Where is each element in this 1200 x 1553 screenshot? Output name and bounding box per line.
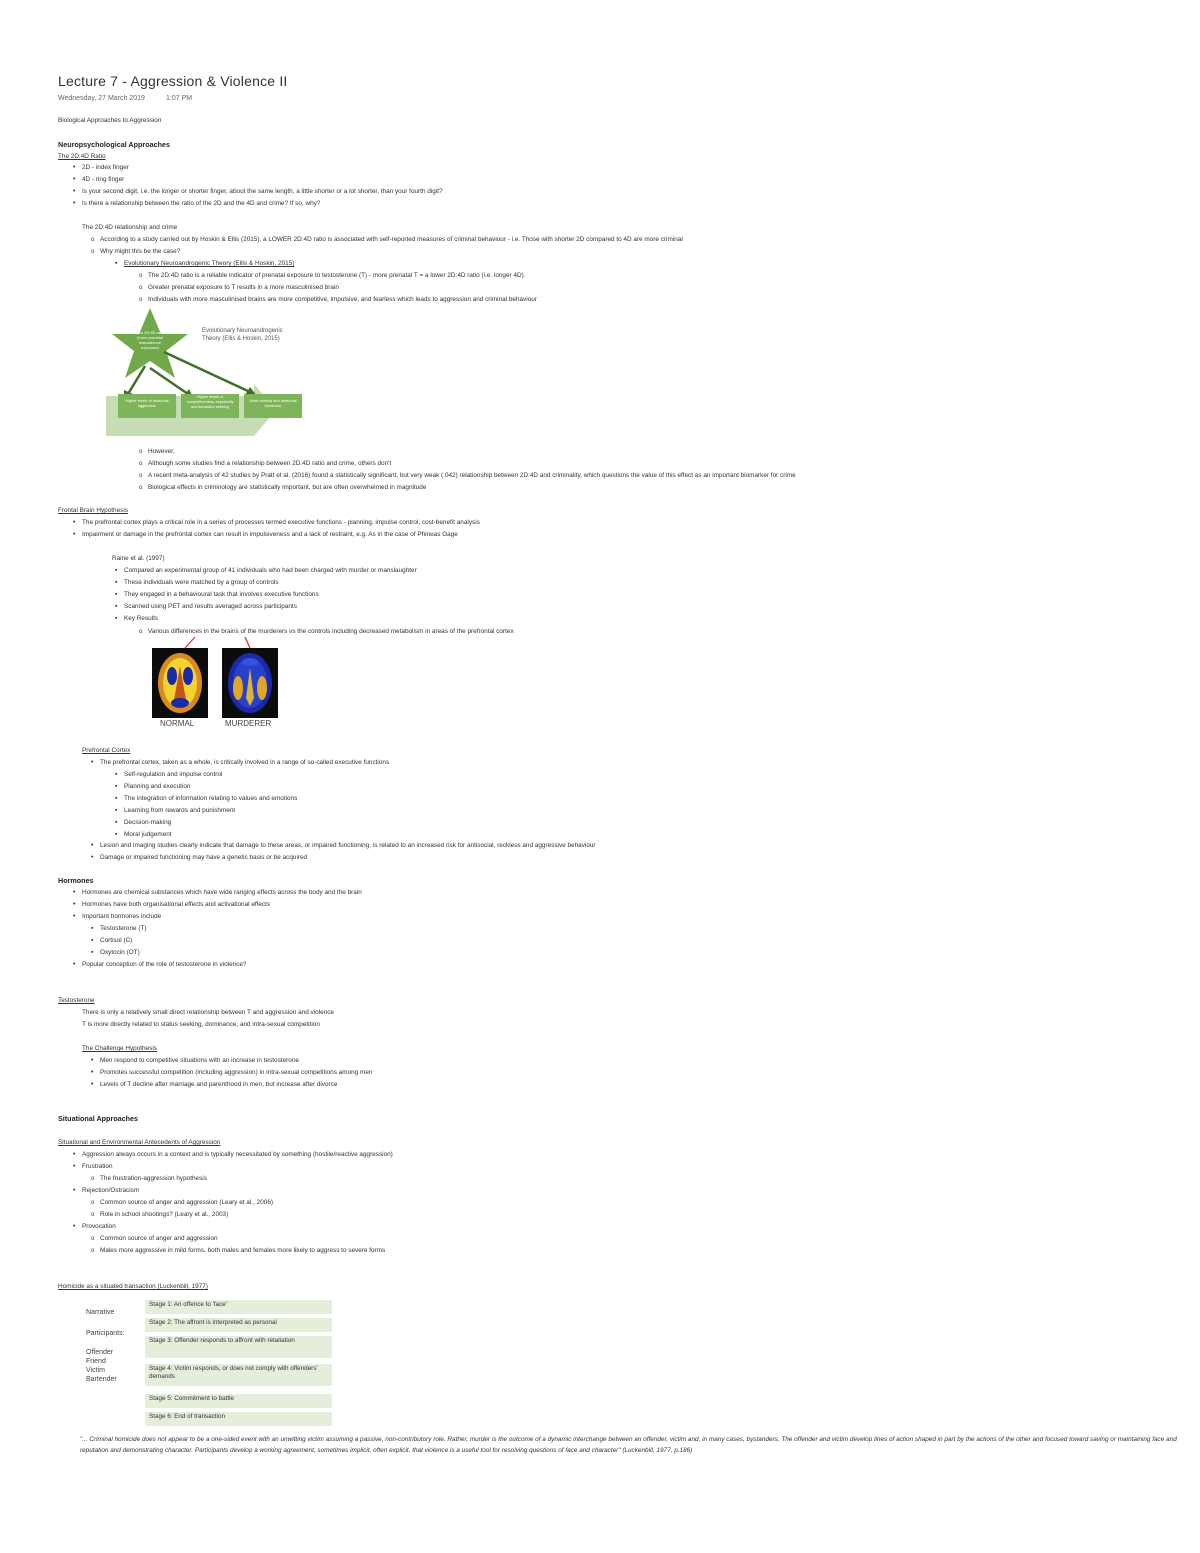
testosterone-heading: Testosterone: [58, 997, 95, 1004]
list-item: o Although some studies find a relationship between 2D:4D ratio and crime, others don't: [148, 458, 796, 470]
biological-heading: Biological Approaches to Aggression: [58, 117, 162, 124]
list-item: • Is there a relationship between the ratio of the 2D and the 4D and crime? If so, why?: [82, 198, 443, 210]
list-item: • Hormones are chemical substances which have wide ranging effects across the body and the brain: [82, 887, 362, 899]
list-item: • Levels of T decline after marriage and parenthood in men, but increase after divorce: [100, 1079, 372, 1091]
list-item: • Provocation: [82, 1221, 116, 1233]
list-item: • Men respond to competitive situations with an increase in testosterone: [100, 1055, 372, 1067]
homicide-label: Friend: [86, 1358, 106, 1365]
provocation-item: [82, 1221, 116, 1233]
frustration-sub: [100, 1173, 207, 1185]
brain-scan-murderer: [222, 648, 278, 718]
list-item: o Common source of anger and aggression: [100, 1233, 385, 1245]
testosterone-line: There is only a relatively small direct relationship between T and aggression and violence: [82, 1009, 334, 1016]
list-item: • Lesion and imaging studies clearly indicate that damage to these areas, or impaired functioning, is related to an increased risk for antisocial, reckless and aggressive behaviour: [100, 840, 596, 852]
theory-list: [124, 258, 294, 270]
provocation-sub: [100, 1233, 385, 1257]
scan-label-murderer: MURDERER: [225, 719, 272, 728]
list-item: o Common source of anger and aggression (Leary et al., 2006): [100, 1197, 273, 1209]
study-points: [124, 565, 417, 625]
diagram-note: Evolutionary Neuroandrogenic: [202, 328, 283, 334]
crime-list: [100, 234, 683, 258]
page-time: 1:07 PM: [166, 95, 193, 102]
homicide-label: Participants:: [86, 1330, 125, 1337]
list-item: ▪ Decision-making: [124, 817, 297, 829]
list-item: o Males more aggressive in mild forms, both males and females more likely to aggress to severe forms: [100, 1245, 385, 1257]
homicide-heading: Homicide as a situated transaction (Luckenbill, 1977): [58, 1283, 208, 1290]
list-item: ▪ They engaged in a behavioural task that involves executive functions: [124, 589, 417, 601]
list-item: o Role in school shootings? (Leary et al., 2003): [100, 1209, 273, 1221]
list-item: o Greater prenatal exposure to T results in a more masculinised brain: [148, 282, 537, 294]
testosterone-line: T is more directly related to status seeking, dominance, and intra-sexual competition: [82, 1021, 320, 1028]
list-item: ▪ These individuals were matched by a group of controls: [124, 577, 417, 589]
crime-heading: The 2D:4D relationship and crime: [82, 224, 178, 231]
list-item: ▪ Scanned using PET and results averaged across participants: [124, 601, 417, 613]
list-item: o Individuals with more masculinised brains are more competitive, impulsive, and fearless which leads to aggression and criminal behaviour: [148, 294, 537, 306]
hormones-last: [82, 959, 247, 971]
list-item: • Frustration: [82, 1161, 393, 1173]
list-item: ▪ The integration of information relating to values and emotions: [124, 793, 297, 805]
stage-box: Stage 6: End of transaction: [145, 1412, 332, 1426]
theory-title: ▪ Evolutionary Neuroandrogenic Theory (Ellis & Hoskin, 2015): [124, 258, 294, 270]
stage-box: Stage 3: Offender responds to affront with retaliation: [145, 1336, 332, 1358]
rejection-item: [82, 1185, 139, 1197]
diagram-box-1: Higher levels of antisocial aggression: [125, 399, 169, 408]
prefrontal-list-bottom: [100, 840, 596, 864]
study-title: Raine et al. (1997): [112, 555, 165, 562]
list-item: o However,: [148, 446, 796, 458]
list-item: o According to a study carried out by Hoskin & Ellis (2015), a LOWER 2D:4D ratio is associated with self-reported measures of criminal behaviour - i.e. Those with shorter 2D compared to 4D are more criminal: [100, 234, 683, 246]
challenge-heading: The Challenge Hypothesis: [82, 1045, 157, 1052]
list-item: ▪ Self-regulation and impulse control: [124, 769, 297, 781]
homicide-label: Bartender: [86, 1376, 117, 1383]
list-item: • Promotes successful competition (including aggression) in intra-sexual competitions among men: [100, 1067, 372, 1079]
ratio-heading: The 2D:4D Ratio: [58, 153, 106, 160]
list-item: • Popular conception of the role of testosterone in violence?: [82, 959, 247, 971]
homicide-label: Victim: [86, 1367, 105, 1374]
frontal-heading: Frontal Brain Hypothesis: [58, 507, 128, 514]
situational-list: [82, 1149, 393, 1173]
frontal-list: [82, 517, 480, 541]
prefrontal-list: [100, 757, 389, 769]
challenge-list: [100, 1055, 372, 1091]
hormones-list: [82, 887, 362, 923]
ratio-list: [82, 162, 443, 210]
homicide-label: Offender: [86, 1349, 114, 1356]
list-item: o A recent meta-analysis of 42 studies by Pratt et al. (2016) found a statistically significant, but very weak (.042) relationship between 2D:4D and criminality, which questions the value of this effect as an important biomarker for crime: [148, 470, 796, 482]
theory-diagram: [100, 302, 330, 447]
list-item: ▪ Key Results: [124, 613, 417, 625]
list-item: o Various differences in the brains of the murderers vs the controls including decreased metabolism in areas of the prefrontal cortex: [148, 626, 514, 638]
stage-box: Stage 1: An offence to 'face': [145, 1300, 332, 1314]
list-item: ▪ Planning and execution: [124, 781, 297, 793]
homicide-label: Narrative: [86, 1309, 115, 1316]
list-item: • The prefrontal cortex, taken as a whole, is critically involved in a range of so-called executive functions: [100, 757, 389, 769]
executive-functions: [124, 769, 297, 842]
list-item: • Hormones have both organisational effects and activational effects: [82, 899, 362, 911]
list-item: ▪ Testosterone (T): [100, 923, 147, 935]
luckenbill-quote: "... Criminal homicide does not appear to be a one-sided event with an unwitting victim assuming a passive, non-contributory role. Rather, murder is the outcome of a dynamic interchange between an offender, victim and, in many cases, bystanders. The offender and victim develop lines of action shaped in part by the actions of the other and focused toward saving or maintaining face and reputation and demonstrating character. Participants develop a working agreement, sometimes implicit, often explicit, that violence is a useful tool for resolving questions of face and character" (Luckenbill, 1977, p.186): [80, 1436, 1177, 1454]
diagram-box-2: Higher levels of competitiveness, impulsivity and sensation seeking: [186, 395, 234, 409]
scan-label-normal: NORMAL: [160, 719, 195, 728]
prefrontal-heading: Prefrontal Cortex: [82, 747, 131, 754]
list-item: • 2D - index finger: [82, 162, 443, 174]
list-item: o The 2D:4D ratio is a reliable indicator of prenatal exposure to testosterone (T) - more prenatal T = a lower 2D:4D ratio (i.e. longer 4D): [148, 270, 537, 282]
list-item: • Is your second digit, i.e. the longer or shorter finger, about the same length, a little shorter or a lot shorter, than your fourth digit?: [82, 186, 443, 198]
list-item: ▪ Compared an experimental group of 41 individuals who had been charged with murder or manslaughter: [124, 565, 417, 577]
page-date: Wednesday, 27 March 2019: [58, 95, 145, 102]
list-item: • 4D - ring finger: [82, 174, 443, 186]
star-label: Low 2D:4D ratio (more prenatal testosterone exposure): [135, 330, 165, 350]
list-item: • Damage or impaired functioning may have a genetic basis or be acquired: [100, 852, 596, 864]
stage-box: Stage 4: Victim responds, or does not comply with offenders' demands: [145, 1364, 332, 1386]
list-item: ▪ Cortisol (C): [100, 935, 147, 947]
list-item: o The frustration-aggression hypothesis: [100, 1173, 207, 1185]
hormones-heading: Hormones: [58, 876, 94, 885]
however-list: [148, 446, 796, 494]
list-item: • Rejection/Ostracism: [82, 1185, 139, 1197]
list-item: ▪ Learning from rewards and punishment: [124, 805, 297, 817]
rejection-sub: [100, 1197, 273, 1221]
list-item: • Aggression always occurs in a context and is typically necessitated by something (hostile/reactive aggression): [82, 1149, 393, 1161]
diagram-box-3: More criminal and antisocial behaviour: [249, 399, 297, 408]
list-item: o Why might this be the case?: [100, 246, 683, 258]
situational-subheading: Situational and Environmental Antecedents of Aggression: [58, 1139, 221, 1146]
situational-heading: Situational Approaches: [58, 1114, 139, 1123]
list-item: o Biological effects in criminology are statistically important, but are often overwhelmed in magnitude: [148, 482, 796, 494]
stage-box: Stage 5: Commitment to battle: [145, 1394, 332, 1408]
list-item: ▪ Moral judgement: [124, 829, 297, 841]
list-item: • The prefrontal cortex plays a critical role in a series of processes termed executive functions - planning, impulse control, cost-benefit analysis: [82, 517, 480, 529]
stage-box: Stage 2: The affront is interpreted as personal: [145, 1318, 332, 1332]
list-item: ▪ Oxytocin (OT): [100, 947, 147, 959]
diagram-graphic: [100, 302, 330, 447]
page-title: Lecture 7 - Aggression & Violence II: [58, 73, 288, 89]
hormones-sub: [100, 923, 147, 959]
list-item: • Important hormones include: [82, 911, 362, 923]
theory-points: [148, 270, 537, 306]
list-item: • Impairment or damage in the prefrontal cortex can result in impulsiveness and a lack of restraint, e.g. As in the case of Phineas Gage: [82, 529, 480, 541]
neuro-heading: Neuropsychological Approaches: [58, 140, 170, 149]
brain-scan-normal: [152, 648, 208, 718]
diagram-note: Theory (Ellis & Hoskin, 2015): [202, 336, 280, 342]
